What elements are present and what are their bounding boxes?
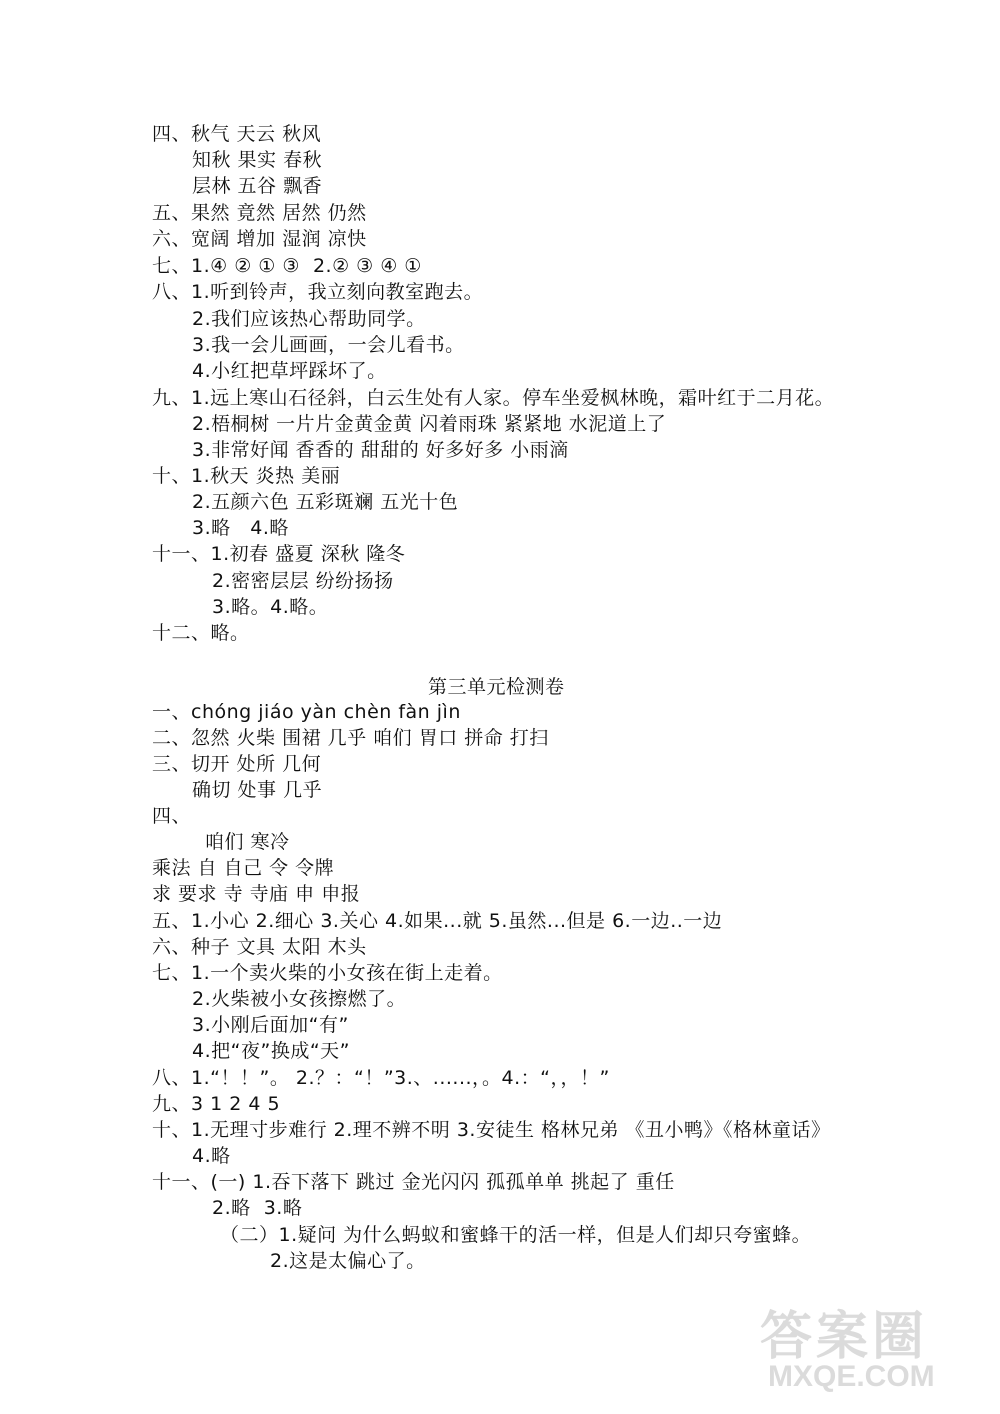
answer-line: 三、切开 处所 几何 (152, 753, 322, 775)
answer-line: 五、果然 竟然 居然 仍然 (152, 202, 367, 224)
answer-line: 八、1.“！！”。 2.？：“！”3.、......，。4.：“，，！” (152, 1067, 610, 1089)
answer-line: 2.火柴被小女孩擦燃了。 (192, 988, 407, 1010)
answer-line: 一、chóng jiáo yàn chèn fàn jìn (152, 701, 461, 723)
answer-line: 4.小红把草坪踩坏了。 (192, 360, 387, 382)
watermark-url: MXQE.COM (768, 1360, 935, 1393)
answer-line: 知秋 果实 春秋 (192, 149, 323, 171)
answer-line: 3.小刚后面加“有” (192, 1014, 349, 1036)
answer-line: 确切 处事 几乎 (192, 779, 323, 801)
answer-line: 九、3 1 2 4 5 (152, 1093, 281, 1115)
answer-line: 九、1.远上寒山石径斜，白云生处有人家。停车坐爱枫林晚，霜叶红于二月花。 (152, 387, 835, 409)
answer-line: 咱们 寒冷 (205, 831, 290, 853)
answer-line: 层林 五谷 飘香 (192, 175, 323, 197)
answer-line: 2.我们应该热心帮助同学。 (192, 308, 426, 330)
answer-line: 求 要求 寺 寺庙 申 申报 (152, 883, 361, 905)
answer-line: 十一、(一) 1.吞下落下 跳过 金光闪闪 孤孤单单 挑起了 重任 (152, 1171, 675, 1193)
answer-line: 七、1.④ ② ① ③ 2.② ③ ④ ① (152, 255, 422, 277)
answer-line: 六、宽阔 增加 湿润 凉快 (152, 228, 367, 250)
answer-line: 2.这是太偏心了。 (270, 1250, 426, 1272)
answer-line: 八、1.听到铃声，我立刻向教室跑去。 (152, 281, 484, 303)
answer-line: （二）1.疑问 为什么蚂蚁和蜜蜂干的活一样，但是人们却只夸蜜蜂。 (220, 1224, 812, 1246)
answer-line: 四、 (152, 805, 192, 827)
watermark-logo (750, 1294, 960, 1404)
answer-line: 四、秋气 天云 秋风 (152, 123, 322, 145)
answer-line: 4.把“夜”换成“天” (192, 1040, 351, 1062)
watermark-text: 答案圈 (760, 1307, 929, 1367)
answer-line: 七、1.一个卖火柴的小女孩在街上走着。 (152, 962, 503, 984)
answer-line: 十、1.秋天 炎热 美丽 (152, 465, 341, 487)
answer-line: 六、种子 文具 太阳 木头 (152, 936, 367, 958)
answer-line: 乘法 自 自己 令 令牌 (152, 857, 335, 879)
answer-line: 十、1.无理寸步难行 2.理不辨不明 3.安徒生 格林兄弟 《丑小鸭》《格林童话》 (152, 1119, 831, 1141)
answer-line: 二、忽然 火柴 围裙 几乎 咱们 胃口 拼命 打扫 (152, 727, 549, 749)
answer-line: 2.略 3.略 (212, 1197, 303, 1219)
answer-line: 3.略。4.略。 (212, 596, 329, 618)
answer-line: 3.略 4.略 (192, 517, 289, 539)
section-title: 第三单元检测卷 (428, 676, 565, 698)
answer-line: 五、1.小心 2.细心 3.关心 4.如果...就 5.虽然...但是 6.一边..一边 (152, 910, 723, 932)
answer-line: 2.密密层层 纷纷扬扬 (212, 570, 394, 592)
answer-line: 十二、略。 (152, 622, 250, 644)
answer-line: 2.梧桐树 一片片金黄金黄 闪着雨珠 紧紧地 水泥道上了 (192, 413, 667, 435)
answer-line: 3.非常好闻 香香的 甜甜的 好多好多 小雨滴 (192, 439, 569, 461)
answer-line: 2.五颜六色 五彩斑斓 五光十色 (192, 491, 459, 513)
answer-line: 十一、1.初春 盛夏 深秋 隆冬 (152, 543, 406, 565)
answer-line: 4.略 (192, 1145, 231, 1167)
answer-line: 3.我一会儿画画，一会儿看书。 (192, 334, 465, 356)
